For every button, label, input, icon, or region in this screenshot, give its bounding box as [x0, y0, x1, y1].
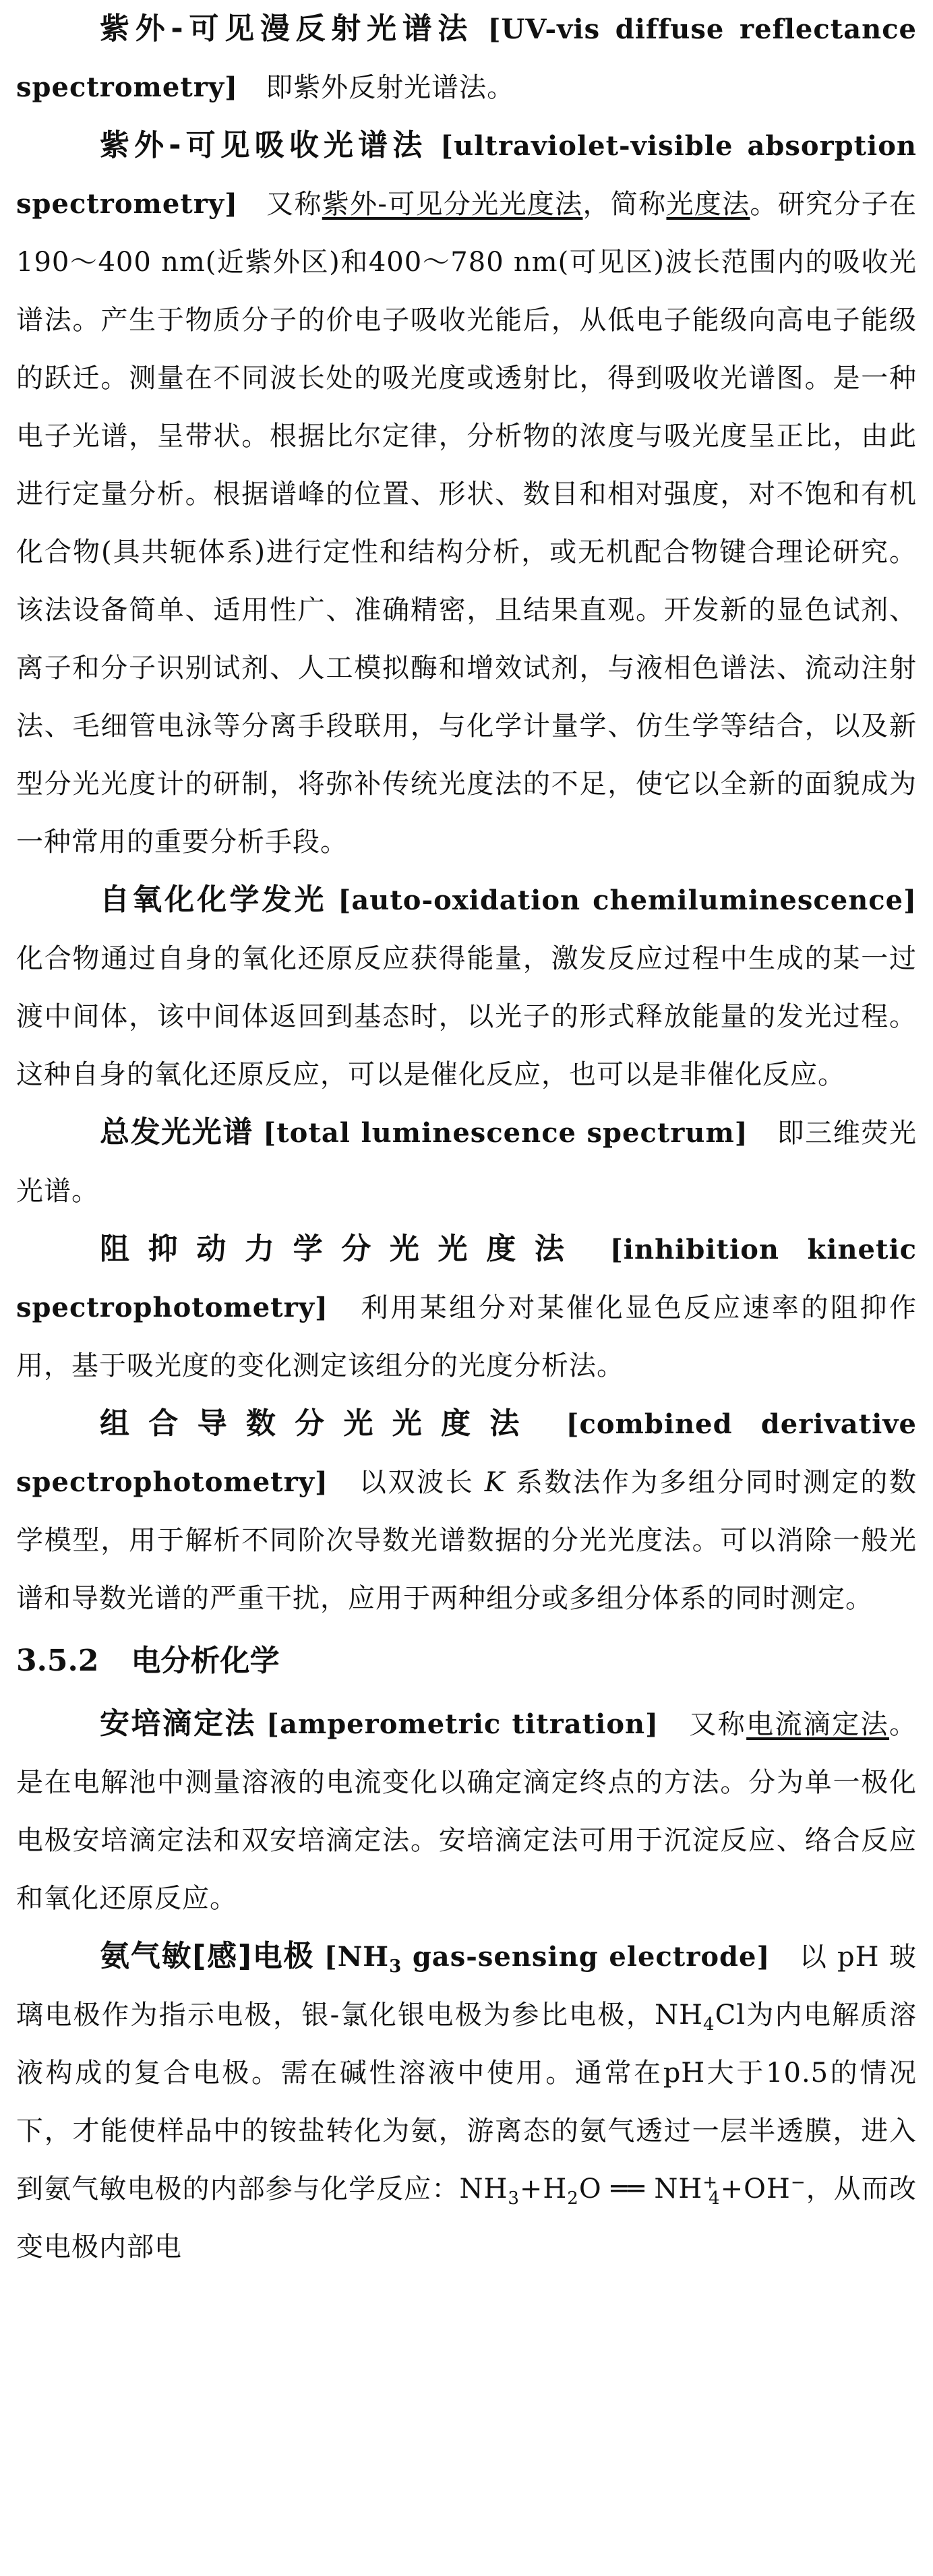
entry-uv-vis-absorption — [16, 117, 917, 871]
section-number: 3.5.2 — [16, 1644, 99, 1678]
entry-mid: ，简称 — [582, 189, 667, 220]
entry-pre: 又称 — [689, 1709, 747, 1740]
entry-term: 安培滴定法 — [100, 1706, 256, 1741]
entry-term: 总发光光谱 — [100, 1115, 253, 1149]
entry-pre: 又称 — [266, 189, 322, 220]
entry-total-luminescence — [16, 1104, 917, 1220]
entry-english: [combined derivative spectrophotometry] — [16, 1408, 917, 1498]
entry-combined-derivative — [16, 1395, 917, 1627]
entry-english: [UV-vis diffuse reflectance spectrometry] — [16, 13, 917, 103]
entry-body: 以 pH 玻璃电极作为指示电极，银-氯化银电极为参比电极，$NH_4Cl$为内电解质溶液构成的复合电极。需在碱性溶液中使用。通常在pH大于10.5的情况下，才能使样品中的铵盐转化为氨，游离态的氨气透过一层半透膜，进入到氨气敏电极的内部参与化学反应：$NH_3+H_2O$ ══ $NH^+_4+OH^-$，从而改变电极内部电 — [16, 1942, 917, 2263]
entry-term: 氨气敏[感]电极 — [100, 1939, 315, 1973]
section-heading — [16, 1627, 917, 1695]
entry-body: 即紫外反射光谱法。 — [266, 72, 515, 103]
entry-term: 紫外-可见漫反射光谱法 — [100, 11, 474, 46]
entry-body: 系数法作为多组分同时测定的数学模型，用于解析不同阶次导数光谱数据的分光光度法。可以消除一般光谱和导数光谱的严重干扰，应用于两种组分或多组分体系的同时测定。 — [16, 1467, 917, 1614]
entry-term: 自氧化化学发光 — [100, 882, 327, 917]
entry-term: 组合导数分光光度法 — [100, 1406, 539, 1441]
entry-body: 。是在电解池中测量溶液的电流变化以确定滴定终点的方法。分为单一极化电极安培滴定法和双安培滴定法。安培滴定法可用于沉淀反应、络合反应和氧化还原反应。 — [16, 1709, 917, 1914]
entry-body: 利用某组分对某催化显色反应速率的阻抑作用，基于吸光度的变化测定该组分的光度分析法。 — [16, 1292, 917, 1381]
entry-term: 紫外-可见吸收光谱法 — [100, 128, 427, 162]
entry-amperometric-titration — [16, 1695, 917, 1927]
entry-english: [$NH_3$ gas-sensing electrode] — [324, 1941, 771, 1977]
cross-reference-link[interactable]: 紫外-可见分光光度法 — [322, 189, 583, 220]
entry-ammonia-gas-sensing — [16, 1927, 917, 2276]
cross-reference-link[interactable]: 电流滴定法 — [746, 1709, 890, 1740]
entry-term: 阻抑动力学分光光度法 — [100, 1232, 583, 1266]
section-title: 电分析化学 — [131, 1644, 280, 1678]
entry-body-pre: 以双波长 — [359, 1467, 475, 1498]
cross-reference-link[interactable]: 光度法 — [666, 189, 750, 220]
entry-english: [auto-oxidation chemiluminescence] — [338, 885, 917, 916]
entry-english: [inhibition kinetic spectrophotometry] — [16, 1234, 917, 1323]
entry-body: 化合物通过自身的氧化还原反应获得能量，激发反应过程中生成的某一过渡中间体，该中间体返回到基态时，以光子的形式释放能量的发光过程。这种自身的氧化还原反应，可以是催化反应，也可以是非催化反应。 — [16, 943, 917, 1090]
entry-uv-vis-diffuse — [16, 0, 917, 117]
entry-body: 即三维荧光光谱。 — [16, 1118, 917, 1207]
entry-body: 。研究分子在190～400 nm(近紫外区)和400～780 nm(可见区)波长范围内的吸收光谱法。产生于物质分子的价电子吸收光能后，从低电子能级向高电子能级的跃迁。测量在不同波长处的吸光度或透射比，得到吸收光谱图。是一种电子光谱，呈带状。根据比尔定律，分析物的浓度与吸光度呈正比，由此进行定量分析。根据谱峰的位置、形状、数目和相对强度，对不饱和有机化合物(具共轭体系)进行定性和结构分析，或无机配合物键合理论研究。该法设备简单、适用性广、准确精密，且结果直观。开发新的显色试剂、离子和分子识别试剂、人工模拟酶和增效试剂，与液相色谱法、流动注射法、毛细管电泳等分离手段联用，与化学计量学、仿生学等结合，以及新型分光光度计的研制，将弥补传统光度法的不足，使它以全新的面貌成为一种常用的重要分析手段。 — [16, 189, 917, 858]
k-symbol: K — [484, 1467, 506, 1498]
entry-english: [total luminescence spectrum] — [263, 1117, 748, 1149]
entry-inhibition-kinetic — [16, 1220, 917, 1395]
entry-english: [ultraviolet-visible absorption spectrometry] — [16, 130, 917, 220]
entry-auto-oxidation — [16, 871, 917, 1104]
entry-english: [amperometric titration] — [266, 1708, 659, 1740]
